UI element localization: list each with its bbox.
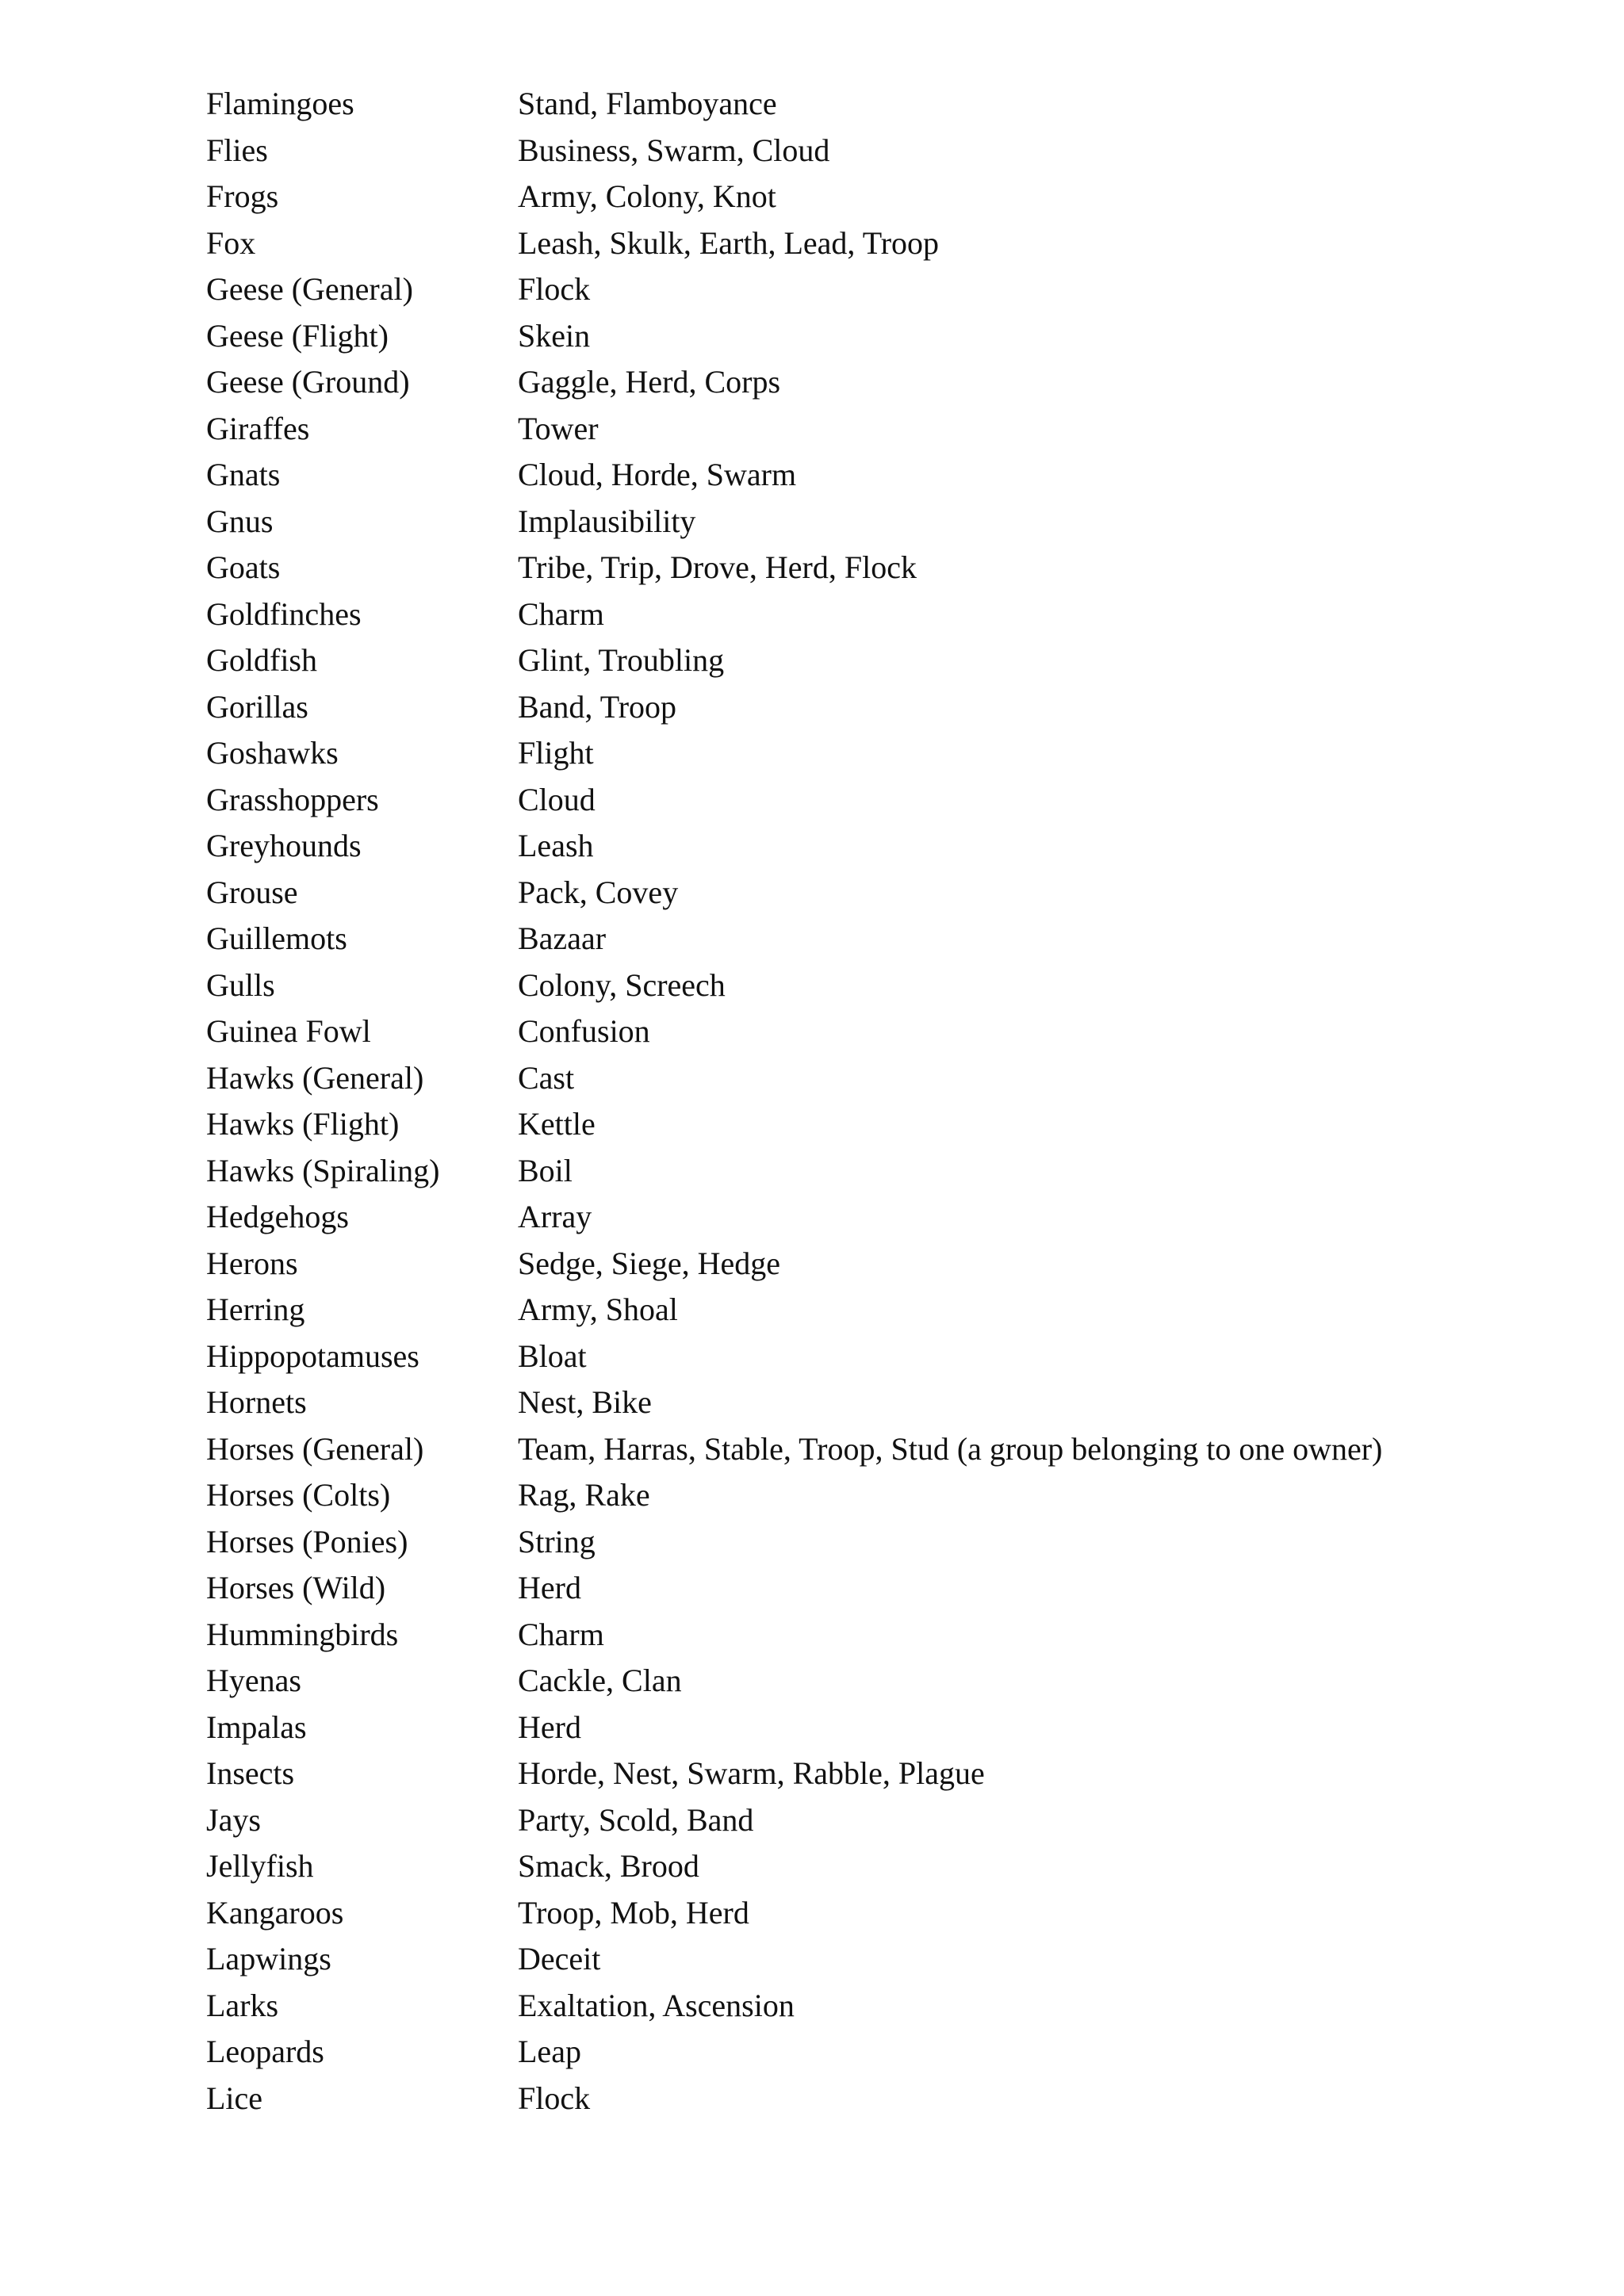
list-row xyxy=(206,1612,1570,1659)
collective-terms: Boil xyxy=(518,1152,573,1188)
animal-name: Flamingoes xyxy=(206,86,354,121)
collective-terms: Charm xyxy=(518,595,604,632)
list-row xyxy=(206,1843,1570,1890)
collective-terms: String xyxy=(518,1523,596,1559)
collective-terms: Leash xyxy=(518,828,594,863)
animal-name: Geese (General) xyxy=(206,271,413,307)
collective-terms: Army, Colony, Knot xyxy=(518,178,776,214)
collective-terms: Confusion xyxy=(518,1013,650,1049)
collective-terms: Stand, Flamboyance xyxy=(518,86,777,121)
collective-terms: Tower xyxy=(518,410,599,446)
list-row xyxy=(206,1287,1570,1334)
collective-terms: Colony, Screech xyxy=(518,966,726,1003)
collective-nouns-list xyxy=(206,81,1570,2122)
list-row xyxy=(206,684,1570,731)
collective-terms: Team, Harras, Stable, Troop, Stud (a group belonging to one owner) xyxy=(518,1430,1383,1467)
animal-name: Goldfinches xyxy=(206,595,362,632)
collective-terms: Pack, Covey xyxy=(518,874,679,910)
animal-name: Larks xyxy=(206,1987,279,2023)
collective-terms: Glint, Troubling xyxy=(518,642,725,678)
animal-name: Gorillas xyxy=(206,688,308,725)
list-row xyxy=(206,174,1570,220)
animal-name: Goshawks xyxy=(206,735,339,771)
list-row xyxy=(206,1334,1570,1380)
list-row xyxy=(206,128,1570,174)
collective-terms: Nest, Bike xyxy=(518,1384,652,1420)
list-row xyxy=(206,266,1570,313)
collective-terms: Cloud, Horde, Swarm xyxy=(518,457,797,492)
collective-terms: Troop, Mob, Herd xyxy=(518,1894,749,1931)
animal-name: Lice xyxy=(206,2080,263,2116)
collective-terms: Implausibility xyxy=(518,503,696,539)
collective-terms: Skein xyxy=(518,317,591,354)
list-row xyxy=(206,452,1570,499)
animal-name: Gnats xyxy=(206,457,281,492)
list-row xyxy=(206,1008,1570,1055)
collective-terms: Rag, Rake xyxy=(518,1477,650,1513)
collective-terms: Cloud xyxy=(518,781,596,817)
list-row xyxy=(206,2029,1570,2076)
animal-name: Flies xyxy=(206,132,268,168)
list-row xyxy=(206,499,1570,545)
list-row xyxy=(206,406,1570,453)
collective-terms: Smack, Brood xyxy=(518,1848,699,1884)
animal-name: Goldfish xyxy=(206,642,317,678)
animal-name: Giraffes xyxy=(206,410,310,446)
animal-name: Guillemots xyxy=(206,920,347,956)
animal-name: Hedgehogs xyxy=(206,1199,349,1234)
animal-name: Gulls xyxy=(206,966,275,1003)
collective-terms: Kettle xyxy=(518,1106,596,1142)
list-row xyxy=(206,1751,1570,1797)
list-row xyxy=(206,1241,1570,1288)
animal-name: Hyenas xyxy=(206,1663,301,1698)
list-row xyxy=(206,1519,1570,1566)
collective-terms: Charm xyxy=(518,1616,604,1652)
animal-name: Frogs xyxy=(206,178,279,214)
animal-name: Fox xyxy=(206,224,256,261)
animal-name: Grasshoppers xyxy=(206,781,379,817)
list-row xyxy=(206,1797,1570,1844)
list-row xyxy=(206,1936,1570,1983)
collective-terms: Leap xyxy=(518,2034,581,2069)
list-row xyxy=(206,870,1570,916)
animal-name: Horses (Wild) xyxy=(206,1570,386,1605)
animal-name: Hippopotamuses xyxy=(206,1337,419,1374)
animal-name: Geese (Ground) xyxy=(206,364,410,400)
list-row xyxy=(206,1472,1570,1519)
animal-name: Hawks (General) xyxy=(206,1059,424,1096)
animal-name: Hummingbirds xyxy=(206,1616,399,1652)
animal-name: Horses (General) xyxy=(206,1430,424,1467)
collective-terms: Horde, Nest, Swarm, Rabble, Plague xyxy=(518,1755,985,1791)
collective-terms: Flock xyxy=(518,271,591,307)
collective-terms: Herd xyxy=(518,1570,581,1605)
list-row xyxy=(206,1380,1570,1426)
animal-name: Leopards xyxy=(206,2034,324,2069)
list-row xyxy=(206,1426,1570,1473)
animal-name: Hawks (Flight) xyxy=(206,1106,400,1142)
list-row xyxy=(206,823,1570,870)
collective-terms: Array xyxy=(518,1199,592,1234)
collective-terms: Exaltation, Ascension xyxy=(518,1987,795,2023)
list-row xyxy=(206,730,1570,777)
animal-name: Geese (Flight) xyxy=(206,317,389,354)
collective-terms: Band, Troop xyxy=(518,688,677,725)
collective-terms: Party, Scold, Band xyxy=(518,1801,754,1838)
list-row xyxy=(206,777,1570,824)
list-row xyxy=(206,1658,1570,1705)
collective-terms: Cast xyxy=(518,1059,575,1096)
animal-name: Kangaroos xyxy=(206,1894,344,1931)
animal-name: Lapwings xyxy=(206,1941,331,1976)
collective-terms: Bloat xyxy=(518,1337,587,1374)
list-row xyxy=(206,916,1570,962)
list-row xyxy=(206,1148,1570,1195)
animal-name: Hawks (Spiraling) xyxy=(206,1152,440,1188)
animal-name: Horses (Ponies) xyxy=(206,1523,408,1559)
animal-name: Goats xyxy=(206,549,281,585)
animal-name: Herring xyxy=(206,1292,305,1327)
animal-name: Guinea Fowl xyxy=(206,1013,371,1049)
list-row xyxy=(206,313,1570,360)
animal-name: Herons xyxy=(206,1245,298,1281)
list-row xyxy=(206,1565,1570,1612)
animal-name: Jellyfish xyxy=(206,1848,314,1884)
animal-name: Gnus xyxy=(206,503,274,539)
animal-name: Impalas xyxy=(206,1709,307,1745)
list-row xyxy=(206,1194,1570,1241)
list-row xyxy=(206,359,1570,406)
animal-name: Hornets xyxy=(206,1384,307,1420)
list-row xyxy=(206,1983,1570,2030)
list-row xyxy=(206,962,1570,1009)
list-row xyxy=(206,1055,1570,1102)
list-row xyxy=(206,81,1570,128)
animal-name: Greyhounds xyxy=(206,828,362,863)
collective-terms: Sedge, Siege, Hedge xyxy=(518,1245,781,1281)
collective-terms: Gaggle, Herd, Corps xyxy=(518,364,781,400)
list-row xyxy=(206,545,1570,591)
list-row xyxy=(206,220,1570,267)
list-row xyxy=(206,1890,1570,1937)
list-row xyxy=(206,1705,1570,1751)
collective-terms: Leash, Skulk, Earth, Lead, Troop xyxy=(518,224,940,261)
collective-terms: Deceit xyxy=(518,1941,601,1976)
collective-terms: Army, Shoal xyxy=(518,1292,678,1327)
collective-terms: Cackle, Clan xyxy=(518,1663,682,1698)
collective-terms: Business, Swarm, Cloud xyxy=(518,132,830,168)
animal-name: Horses (Colts) xyxy=(206,1477,391,1513)
collective-terms: Flight xyxy=(518,735,594,771)
animal-name: Insects xyxy=(206,1755,295,1791)
list-row xyxy=(206,1101,1570,1148)
collective-terms: Flock xyxy=(518,2080,591,2116)
list-row xyxy=(206,637,1570,684)
collective-terms: Bazaar xyxy=(518,920,607,956)
list-row xyxy=(206,2076,1570,2122)
collective-terms: Tribe, Trip, Drove, Herd, Flock xyxy=(518,549,917,585)
collective-terms: Herd xyxy=(518,1709,581,1745)
animal-name: Jays xyxy=(206,1801,261,1838)
list-row xyxy=(206,591,1570,638)
animal-name: Grouse xyxy=(206,874,298,910)
